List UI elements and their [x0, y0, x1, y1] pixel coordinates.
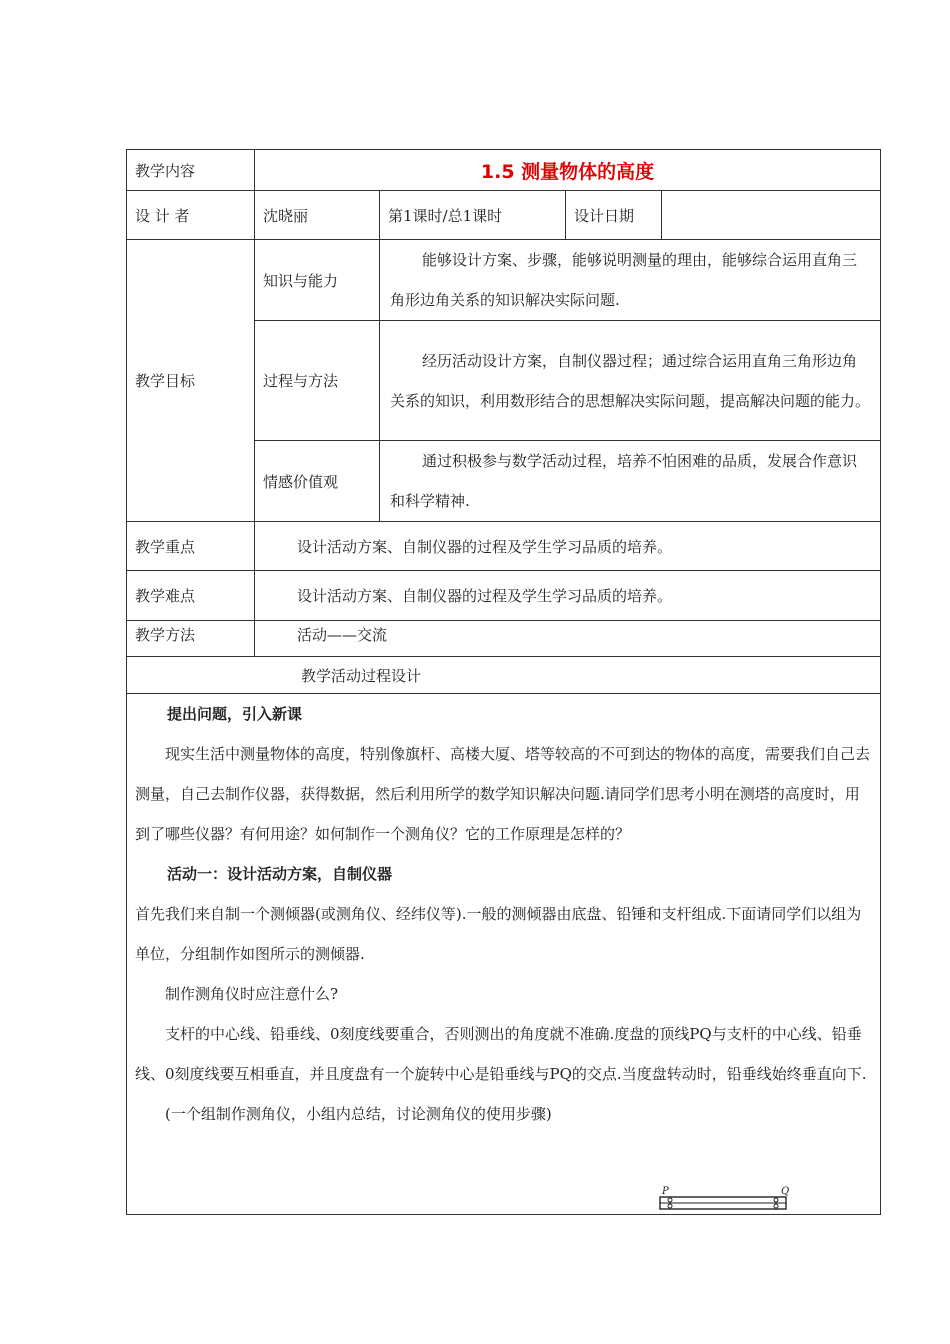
designer-label: 设 计 者	[127, 191, 255, 240]
objective-text: 能够设计方案、步骤，能够说明测量的理由，能够综合运用直角三角形边角关系的知识解决实际问题.	[390, 251, 858, 309]
process-para-3: 制作测角仪时应注意什么?	[165, 985, 339, 1003]
process-heading-2: 活动一：设计活动方案，自制仪器	[167, 865, 393, 883]
lesson-plan-sheet	[126, 149, 880, 1212]
difficulty-text: 设计活动方案、自制仪器的过程及学生学习品质的培养。	[255, 571, 881, 621]
method-label: 教学方法	[127, 621, 255, 657]
label-p: P	[662, 1186, 669, 1197]
objectives-label: 教学目标	[127, 240, 255, 522]
objective-text: 经历活动设计方案，自制仪器过程；通过综合运用直角三角形边角关系的知识，利用数形结合的思想解决实际问题，提高解决问题的能力。	[390, 351, 871, 410]
protractor-bar-icon	[658, 1184, 790, 1214]
process-para-2: 首先我们来自制一个测倾器(或测角仪、经纬仪等).一般的测倾器由底盘、铅锤和支杆组成.下面请同学们以组为单位，分组制作如图所示的测倾器.	[135, 905, 862, 963]
process-para-5: (一个组制作测角仪，小组内总结，讨论测角仪的使用步骤)	[165, 1105, 552, 1123]
objective-category-emotion: 情感价值观	[255, 441, 380, 522]
design-date-value	[662, 191, 881, 240]
objective-category-process: 过程与方法	[255, 321, 380, 441]
row-process	[127, 694, 881, 1215]
objective-text-emotion	[380, 441, 881, 522]
process-body	[127, 694, 881, 1215]
row-content	[127, 150, 881, 191]
period: 第1课时/总1课时	[380, 191, 566, 240]
row-process-title	[127, 657, 881, 694]
lesson-plan-table	[126, 149, 881, 1215]
process-para-4: 支杆的中心线、铅垂线、0刻度线要重合，否则测出的角度就不准确.度盘的顶线PQ与支杆的中心线、铅垂线、0刻度线要互相垂直，并且度盘有一个旋转中心是铅垂线与PQ的交点.当度盘转动时，铅垂线始终垂直向下.	[135, 1025, 867, 1083]
objective-text-knowledge	[380, 240, 881, 321]
key-point-label: 教学重点	[127, 522, 255, 571]
process-title: 教学活动过程设计	[127, 657, 881, 694]
row-key-point	[127, 522, 881, 571]
designer-name: 沈晓丽	[255, 191, 380, 240]
row-objective-1	[127, 240, 881, 321]
objective-text-process	[380, 321, 881, 441]
row-designer	[127, 191, 881, 240]
objective-category-knowledge: 知识与能力	[255, 240, 380, 321]
content-label: 教学内容	[127, 150, 255, 191]
key-point-text: 设计活动方案、自制仪器的过程及学生学习品质的培养。	[255, 522, 881, 571]
row-difficulty	[127, 571, 881, 621]
lesson-title: 1.5 测量物体的高度	[255, 150, 881, 191]
difficulty-label: 教学难点	[127, 571, 255, 621]
design-date-label: 设计日期	[566, 191, 662, 240]
method-text: 活动——交流	[255, 621, 881, 657]
process-para-1: 现实生活中测量物体的高度，特别像旗杆、高楼大厦、塔等较高的不可到达的物体的高度，需要我们自己去测量，自己去制作仪器，获得数据，然后利用所学的数学知识解决问题.请同学们思考小明在测塔的高度时，用到了哪些仪器？有何用途？如何制作一个测角仪？它的工作原理是怎样的？	[135, 745, 871, 843]
objective-text: 通过积极参与数学活动过程，培养不怕困难的品质，发展合作意识和科学精神.	[390, 452, 858, 510]
process-heading-1: 提出问题，引入新课	[167, 705, 303, 723]
label-q: Q	[781, 1186, 790, 1197]
row-method	[127, 621, 881, 657]
